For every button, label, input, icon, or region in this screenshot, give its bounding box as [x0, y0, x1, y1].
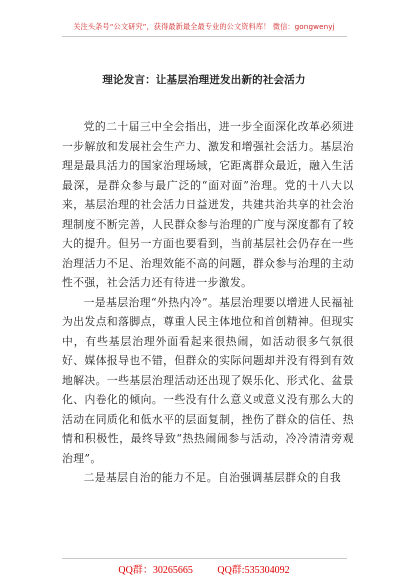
footer-qq-group-2: QQ群:535304092 — [217, 565, 290, 576]
header-banner: 关注头条号“公文研究”，获得最新最全最专业的公文资料库！ 微信：gongwenyj — [73, 22, 335, 31]
body-paragraph: 党的二十届三中全会指出，进一步全面深化改革必须进一步解放和发展社会生产力、激发和增强社会活力。基层治理是最具活力的国家治理场域，它距离群众最近，融入生活最深，是群众参与最广泛的“面对面”治理。党的十八大以来，基层治理的社会活力日益迸发，共建共治共享的社会治理制度不断完善，人民群众参与治理的广度与深度都有了较大的提升。但另一方面也要看到，当前基层社会仍存在一些治理活力不足、治理效能不高的问题，群众参与治理的主动性不强，社会活力还有待进一步激发。 — [62, 120, 354, 289]
footer-divider — [62, 558, 347, 559]
footer-contact — [0, 561, 408, 576]
body-paragraph: 二是基层自治的能力不足。自治强调基层群众的自我 — [83, 471, 342, 484]
body-paragraph: 一是基层治理“外热内冷”。基层治理要以增进人民福祉为出发点和落脚点，尊重人民主体地位和首创精神。但现实中，有些基层治理外面看起来很热闹，如活动很多气氛很好、媒体报导也不错，但群众的实际问题却并没有得到有效地解决。一些基层治理活动还出现了娱乐化、形式化、盆景化、内卷化的倾向。一些没有什么意义或意义没有那么大的活动在同质化和低水平的层面复制，挫伤了群众的信任、热情和积极性，最终导致“热热闹闹参与活动，冷冷清清旁观治理”。 — [62, 295, 354, 465]
document-title: 理论发言：让基层治理迸发出新的社会活力 — [102, 74, 306, 86]
document-body — [62, 117, 354, 488]
header-divider — [62, 36, 347, 37]
footer-qq-group-1: QQ群：30265665 — [118, 565, 193, 576]
